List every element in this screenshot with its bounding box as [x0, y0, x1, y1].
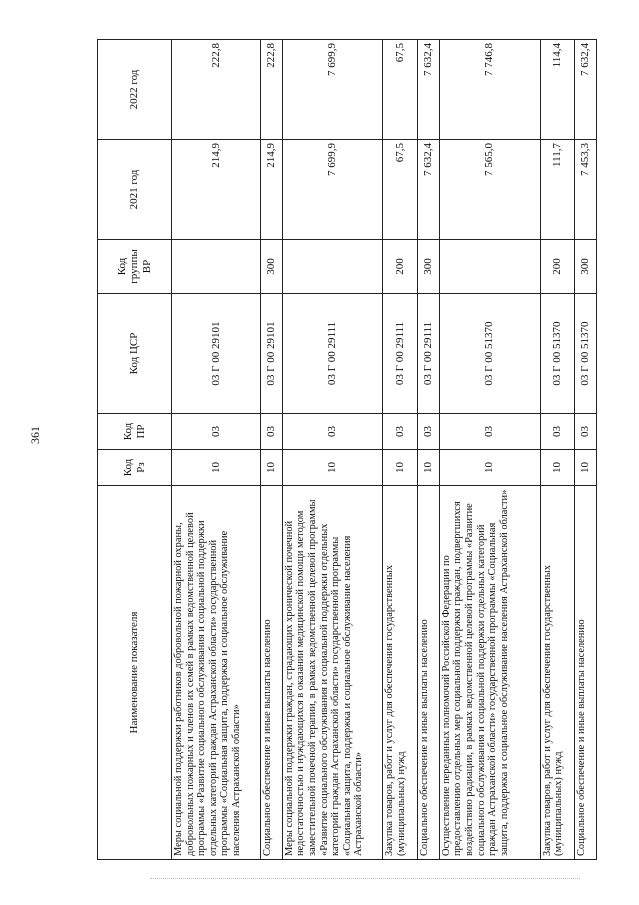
page-number: 361 — [28, 426, 42, 444]
cell-csr: 03 Г 00 29111 — [417, 294, 439, 414]
cell-vr: 200 — [540, 240, 574, 294]
header-csr: Код ЦСР — [98, 294, 172, 414]
cell-2021: 7 565,0 — [439, 140, 540, 240]
cell-csr: 03 Г 00 29111 — [282, 294, 383, 414]
table-row — [383, 40, 417, 860]
header-name: Наименование показателя — [98, 486, 172, 860]
cell-2021: 111,7 — [540, 140, 574, 240]
table-row — [172, 40, 261, 860]
cell-name: Меры социальной поддержки граждан, страдающих хронической почечной недостаточностью и нуждающихся в оказании медицинской помощи методом заместительной почечной терапии, в рамках ведомственной целевой программы «Развитие социального обслуживания и социальной поддержки отдельных категорий граждан Астраханской области» государственной программы «Социальная защита, поддержка и социальное обслуживание населения Астраханской области» — [282, 486, 383, 860]
cell-pr: 03 — [383, 414, 417, 450]
cell-name: Социальное обеспечение и иные выплаты населению — [417, 486, 439, 860]
header-row — [98, 40, 172, 860]
cell-vr: 300 — [417, 240, 439, 294]
cell-pr: 03 — [172, 414, 261, 450]
table-row — [417, 40, 439, 860]
cell-2022: 7 699,9 — [282, 40, 383, 140]
cell-rz: 10 — [574, 450, 596, 486]
cell-pr: 03 — [417, 414, 439, 450]
cell-2021: 214,9 — [260, 140, 282, 240]
cell-pr: 03 — [260, 414, 282, 450]
cell-csr: 03 Г 00 29101 — [260, 294, 282, 414]
cell-rz: 10 — [260, 450, 282, 486]
cell-2021: 214,9 — [172, 140, 261, 240]
cell-name: Меры социальной поддержки работников добровольной пожарной охраны, добровольных пожарных и членов их семей в рамках ведомственной целевой программы «Развитие социального обслуживания и социальной поддержки отдельных категорий граждан Астраханской области» государственной программы «Социальная защита, поддержка и социальное обслуживание населения Астраханской области» — [172, 486, 261, 860]
table-row — [574, 40, 596, 860]
cell-2022: 114,4 — [540, 40, 574, 140]
scan-artifact-line — [150, 878, 580, 879]
table-row — [540, 40, 574, 860]
cell-rz: 10 — [439, 450, 540, 486]
cell-rz: 10 — [417, 450, 439, 486]
cell-rz: 10 — [383, 450, 417, 486]
cell-2022: 67,5 — [383, 40, 417, 140]
cell-2021: 7 632,4 — [417, 140, 439, 240]
header-rz: Код Рз — [98, 450, 172, 486]
rotated-table-container — [97, 40, 597, 860]
cell-rz: 10 — [282, 450, 383, 486]
cell-pr: 03 — [574, 414, 596, 450]
header-2021: 2021 год — [98, 140, 172, 240]
cell-csr: 03 Г 00 29101 — [172, 294, 261, 414]
cell-vr — [172, 240, 261, 294]
cell-name: Закупка товаров, работ и услуг для обеспечения государственных (муниципальных) нужд — [540, 486, 574, 860]
table-row — [282, 40, 383, 860]
cell-vr — [282, 240, 383, 294]
cell-pr: 03 — [282, 414, 383, 450]
cell-name: Осуществление переданных полномочий Российской Федерации по предоставлению отдельных мер социальной поддержки граждан, подвергшихся воздействию радиации, в рамках ведомственной целевой программы «Развитие социального обслуживания и социальной поддержки отдельных категорий граждан Астраханской области» государственной программы «Социальная защита, поддержка и социальное обслуживание населения Астраханской области» — [439, 486, 540, 860]
header-pr: Код ПР — [98, 414, 172, 450]
cell-vr: 300 — [574, 240, 596, 294]
cell-name: Социальное обеспечение и иные выплаты населению — [260, 486, 282, 860]
cell-vr: 300 — [260, 240, 282, 294]
table-row — [260, 40, 282, 860]
cell-name: Социальное обеспечение и иные выплаты населению — [574, 486, 596, 860]
cell-2022: 222,8 — [172, 40, 261, 140]
header-2022: 2022 год — [98, 40, 172, 140]
cell-pr: 03 — [439, 414, 540, 450]
cell-2022: 7 632,4 — [417, 40, 439, 140]
cell-2021: 67,5 — [383, 140, 417, 240]
cell-rz: 10 — [540, 450, 574, 486]
cell-pr: 03 — [540, 414, 574, 450]
cell-vr: 200 — [383, 240, 417, 294]
cell-2022: 222,8 — [260, 40, 282, 140]
cell-csr: 03 Г 00 51370 — [574, 294, 596, 414]
cell-rz: 10 — [172, 450, 261, 486]
table-row — [439, 40, 540, 860]
budget-table — [97, 39, 597, 860]
cell-2021: 7 453,3 — [574, 140, 596, 240]
header-vr: Код группы ВР — [98, 240, 172, 294]
cell-name: Закупка товаров, работ и услуг для обеспечения государственных (муниципальных) нужд — [383, 486, 417, 860]
cell-vr — [439, 240, 540, 294]
cell-csr: 03 Г 00 51370 — [439, 294, 540, 414]
cell-2022: 7 746,8 — [439, 40, 540, 140]
cell-csr: 03 Г 00 29111 — [383, 294, 417, 414]
cell-2022: 7 632,4 — [574, 40, 596, 140]
cell-csr: 03 Г 00 51370 — [540, 294, 574, 414]
cell-2021: 7 699,9 — [282, 140, 383, 240]
